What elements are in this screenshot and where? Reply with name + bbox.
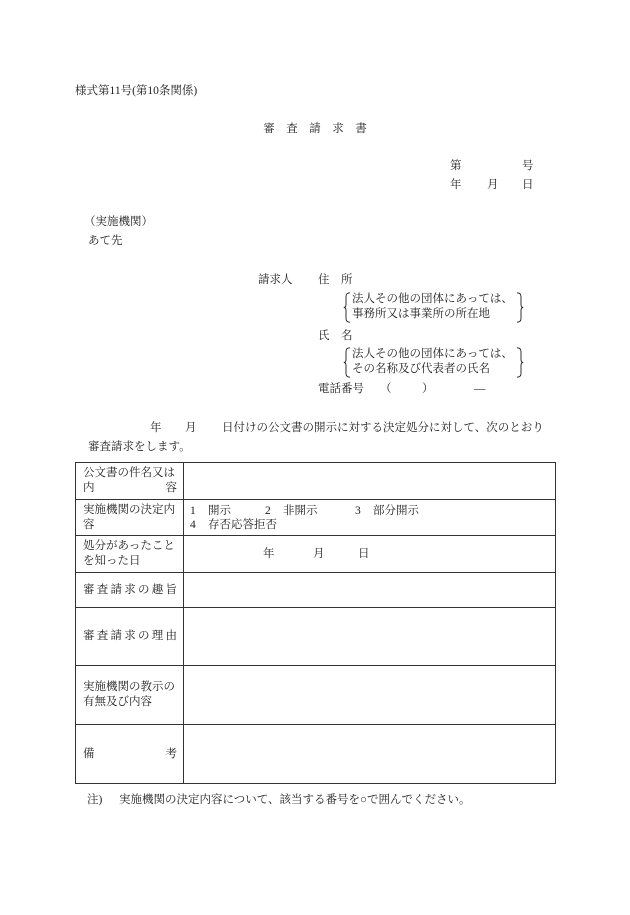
option-number: 4	[190, 518, 196, 531]
statement-text: 日付けの公文書の開示に対する決定処分に対して、次のとおり	[222, 422, 544, 434]
row-label-purpose	[76, 573, 184, 608]
name-note	[343, 347, 524, 378]
row-label-line: 実施機関の教示の	[83, 681, 175, 693]
row-label-line: 公文書の件名又は	[83, 467, 175, 479]
date-known-field	[184, 536, 556, 573]
option-disclosure	[190, 504, 265, 518]
recipient-label: （実施機関）	[84, 216, 153, 228]
name-note-line: その名称及び代表者の氏名	[352, 363, 490, 375]
option-number: 2	[265, 504, 271, 517]
document-subject-field	[184, 463, 556, 500]
purpose-field	[184, 573, 556, 608]
row-label-line: を知った日	[83, 555, 141, 567]
phone-dash: ―	[474, 383, 486, 395]
row-label-line: 審査請求の趣旨	[83, 583, 177, 596]
left-brace	[343, 347, 351, 378]
name-label: 氏 名	[318, 330, 353, 342]
address-note-line: 法人その他の団体にあっては、	[352, 293, 513, 305]
row-label-line: 実施機関の決定内	[83, 503, 175, 516]
row-label-line: 備考	[83, 747, 177, 760]
right-brace	[516, 347, 524, 378]
row-label-line: 処分があったこと	[83, 540, 175, 552]
option-line	[190, 518, 555, 532]
option-line	[190, 504, 555, 518]
address-note-line: 事務所又は事業所の所在地	[352, 308, 490, 320]
option-refusal-to-confirm	[190, 518, 277, 532]
date-known-day: 日	[358, 548, 370, 560]
footnote-prefix: 注)	[87, 794, 103, 806]
option-non-disclosure	[265, 504, 355, 518]
statement-month: 月	[185, 422, 197, 434]
recipient-addressee: あて先	[88, 235, 123, 247]
option-number: 3	[355, 504, 361, 517]
statement-text-line2: 審査請求をします。	[88, 441, 191, 453]
address-label: 住 所	[318, 274, 353, 286]
requester-label: 請求人	[258, 274, 293, 286]
row-label-line: 有無及び内容	[83, 696, 152, 708]
statement-year: 年	[150, 422, 162, 434]
address-note	[343, 292, 524, 323]
option-label: 開示	[208, 504, 231, 517]
reason-field	[184, 608, 556, 666]
row-label-line: 容	[83, 518, 95, 531]
remarks-field	[184, 725, 556, 784]
row-label-instruction	[76, 666, 184, 725]
option-label: 存否応答拒否	[208, 518, 277, 531]
row-label-line: 審査請求の理由	[83, 630, 177, 642]
option-label: 非開示	[283, 504, 318, 517]
footnote-text: 実施機関の決定内容について、該当する番号を○で囲んでください。	[119, 794, 471, 806]
row-label-document-subject	[76, 463, 184, 500]
document-number-prefix: 第	[450, 160, 462, 172]
form-number: 様式第11号(第10条関係)	[75, 85, 198, 97]
option-label: 部分開示	[373, 504, 419, 517]
document-date-year: 年	[450, 179, 462, 191]
document-date-month: 月	[487, 179, 499, 191]
date-known-month: 月	[313, 548, 325, 560]
option-number: 1	[190, 504, 196, 517]
right-brace	[516, 292, 524, 323]
document-number-suffix: 号	[522, 160, 534, 172]
left-brace	[343, 292, 351, 323]
document-title: 審 査 請 求 書	[263, 123, 367, 135]
option-partial-disclosure	[355, 504, 419, 518]
row-label-date-known	[76, 536, 184, 573]
phone-label: 電話番号	[318, 383, 364, 395]
name-note-line: 法人その他の団体にあっては、	[352, 348, 513, 360]
instruction-field	[184, 666, 556, 725]
document-date-day: 日	[522, 179, 534, 191]
phone-area-close-paren: ）	[422, 383, 434, 395]
row-label-reason	[76, 608, 184, 666]
date-known-year: 年	[263, 548, 275, 560]
phone-area-open-paren: （	[380, 383, 392, 395]
row-label-remarks	[76, 725, 184, 784]
decision-options-field	[184, 500, 556, 536]
request-details-table	[75, 462, 556, 784]
row-label-line: 内容	[83, 482, 177, 494]
row-label-decision	[76, 500, 184, 536]
